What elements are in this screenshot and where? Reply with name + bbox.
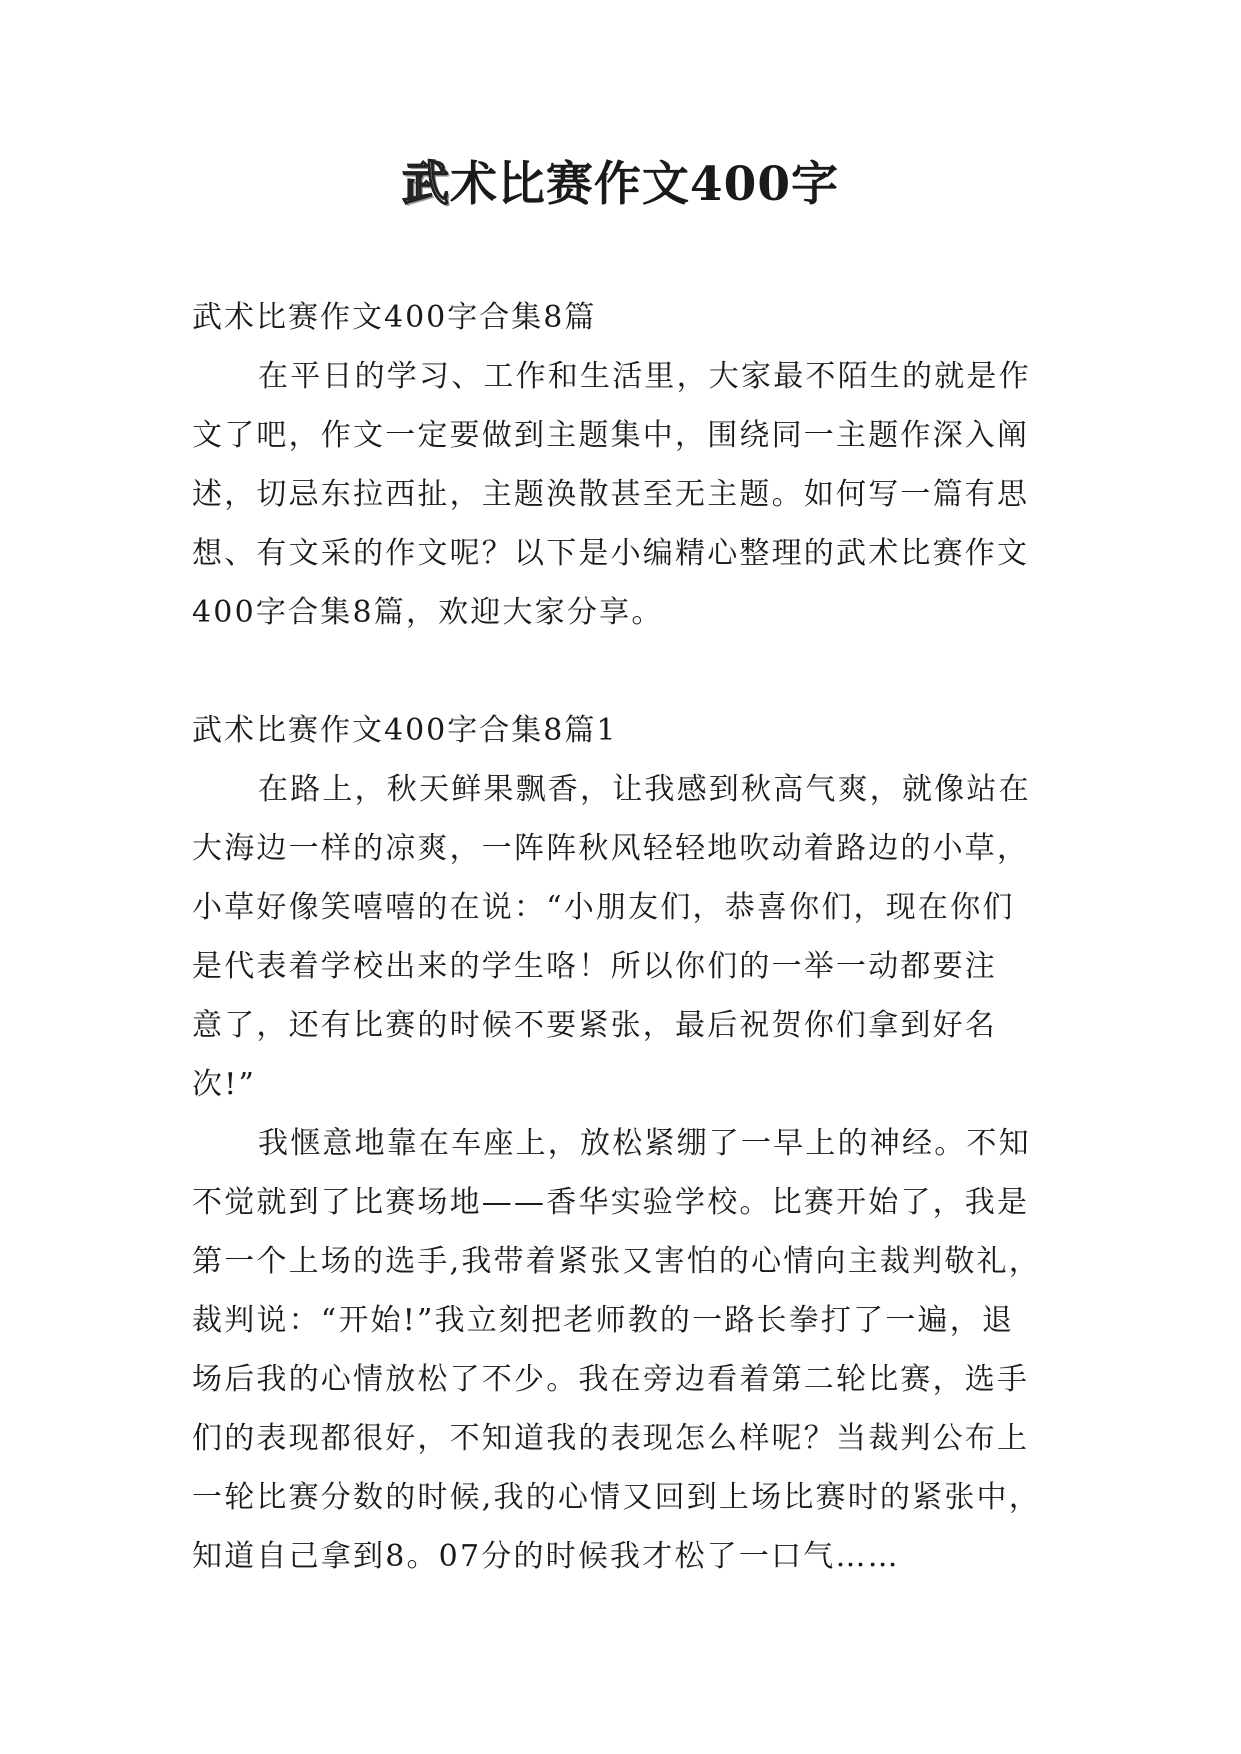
paragraph-line: 场后我的心情放松了不少。我在旁边看着第二轮比赛，选手 bbox=[192, 1362, 1030, 1397]
title-first-char: 武 bbox=[401, 157, 450, 212]
paragraph-line: 小草好像笑嘻嘻的在说：“小朋友们，恭喜你们，现在你们 bbox=[192, 890, 1015, 925]
paragraph-line: 文了吧，作文一定要做到主题集中，围绕同一主题作深入阐 bbox=[192, 418, 1030, 453]
paragraph-line: 在平日的学习、工作和生活里，大家最不陌生的就是作 bbox=[258, 359, 1031, 394]
paragraph-line: 们的表现都很好，不知道我的表现怎么样呢？当裁判公布上 bbox=[192, 1421, 1030, 1456]
section1-paragraph-1 bbox=[192, 760, 1062, 1114]
intro-paragraph bbox=[192, 347, 1062, 642]
section1-paragraph-2 bbox=[192, 1114, 1062, 1586]
paragraph-line: 想、有文采的作文呢？以下是小编精心整理的武术比赛作文 bbox=[192, 536, 1030, 571]
paragraph-line: 意了，还有比赛的时候不要紧张，最后祝贺你们拿到好名 bbox=[192, 1008, 997, 1043]
paragraph-line: 400字合集8篇，欢迎大家分享。 bbox=[192, 595, 664, 630]
paragraph-line: 我惬意地靠在车座上，放松紧绷了一早上的神经。不知 bbox=[258, 1126, 1031, 1161]
section1-heading: 武术比赛作文400字合集8篇1 bbox=[192, 713, 618, 748]
paragraph-line: 是代表着学校出来的学生咯！所以你们的一举一动都要注 bbox=[192, 949, 997, 984]
paragraph-line: 裁判说：“开始!”我立刻把老师教的一路长拳打了一遍，退 bbox=[192, 1303, 1015, 1338]
paragraph-line: 第一个上场的选手,我带着紧张又害怕的心情向主裁判敬礼， bbox=[192, 1244, 1041, 1279]
intro-heading: 武术比赛作文400字合集8篇 bbox=[192, 300, 597, 335]
blank-line bbox=[192, 642, 1062, 701]
paragraph-line: 大海边一样的凉爽，一阵阵秋风轻轻地吹动着路边的小草， bbox=[192, 831, 1030, 866]
title-rest: 术比赛作文400字 bbox=[449, 157, 840, 212]
paragraph-line: 在路上，秋天鲜果飘香，让我感到秋高气爽，就像站在 bbox=[258, 772, 1031, 807]
document-body bbox=[192, 288, 1062, 1586]
paragraph-line: 次!” bbox=[192, 1067, 256, 1102]
paragraph-line: 述，切忌东拉西扯，主题涣散甚至无主题。如何写一篇有思 bbox=[192, 477, 1030, 512]
paragraph-line: 一轮比赛分数的时候,我的心情又回到上场比赛时的紧张中， bbox=[192, 1480, 1041, 1515]
paragraph-line: 不觉就到了比赛场地——香华实验学校。比赛开始了，我是 bbox=[192, 1185, 1030, 1220]
paragraph-line: 知道自己拿到8。07分的时候我才松了一口气…… bbox=[192, 1539, 900, 1574]
document-title bbox=[0, 150, 1241, 220]
